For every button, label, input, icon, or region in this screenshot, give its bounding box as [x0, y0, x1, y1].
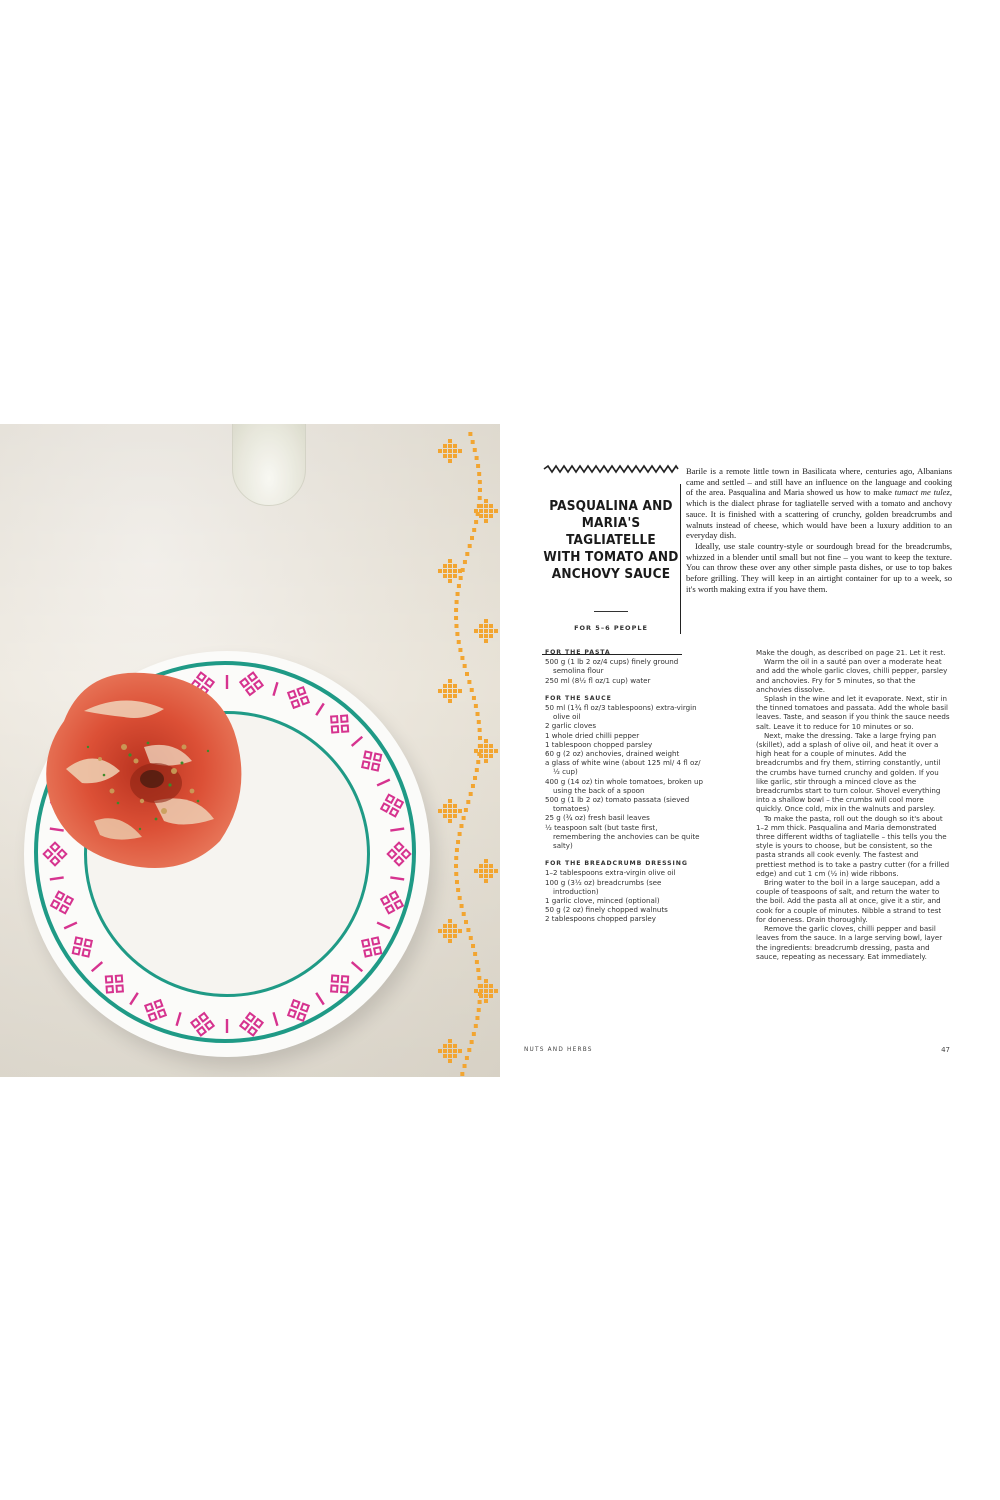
ingredient-item: 100 g (3½ oz) breadcrumbs (see introduction)	[545, 877, 662, 896]
embroidery-flower	[438, 1039, 462, 1063]
embroidery-stitch	[462, 912, 466, 916]
method-step: Warm the oil in a sauté pan over a moderate heat and add the whole garlic cloves, chilli pepper, parsley and anchovies. Fry for 5 minutes, so that the anchovies dissolve.	[756, 657, 948, 694]
plate-motif	[362, 751, 381, 770]
embroidery-stitch	[472, 528, 476, 532]
embroidery-stitch	[454, 608, 458, 612]
embroidery-stitch	[462, 816, 466, 820]
embroidery-stitch	[457, 584, 461, 588]
embroidery-stitch	[455, 848, 459, 852]
embroidery-stitch	[473, 952, 477, 956]
plate-motif-stem	[390, 829, 404, 831]
embroidery-flower	[474, 859, 498, 883]
plate-motif-stem	[92, 962, 103, 971]
embroidery-stitch	[465, 1056, 469, 1060]
embroidery-flower	[438, 559, 462, 583]
embroidery-stitch	[456, 888, 460, 892]
plate-motif-stem	[273, 682, 277, 695]
embroidery-stitch	[464, 920, 468, 924]
embroidery-stitch	[471, 440, 475, 444]
recipe-title-line: ANCHOVY SAUCE	[551, 566, 671, 582]
embroidery-stitch	[471, 944, 475, 948]
zigzag-ornament	[542, 464, 680, 474]
recipe-title-line: WITH TOMATO AND	[543, 549, 679, 565]
embroidery-stitch	[473, 448, 477, 452]
method-step: Splash in the wine and let it evaporate. Next, stir in the tinned tomatoes and passata. Add the whole basil leaves. Taste, and season if you think the sauce needs salt. Leave it to reduce for 10 minutes or so.	[756, 694, 950, 731]
embroidery-stitch	[477, 720, 481, 724]
recipe-page	[500, 424, 1000, 1077]
embroidery-flower	[474, 619, 498, 643]
embroidery-stitch	[477, 1008, 481, 1012]
plate-motif	[240, 1013, 262, 1035]
embroidery-stitch	[478, 488, 482, 492]
embroidery-flower	[438, 439, 462, 463]
plate-motif	[331, 975, 348, 992]
plate-motif	[288, 687, 309, 708]
embroidery-stitch	[458, 896, 462, 900]
ingredient-item: 1–2 tablespoons extra-virgin olive oil	[545, 868, 676, 878]
plate	[24, 651, 430, 1057]
embroidery-stitch	[467, 680, 471, 684]
embroidery-stitch	[473, 776, 477, 780]
serves-label: FOR 5–6 PEOPLE	[574, 624, 648, 632]
embroidery-stitch	[476, 760, 480, 764]
embroidery-stitch	[460, 904, 464, 908]
method-step: To make the pasta, roll out the dough so it's about 1–2 mm thick. Pasqualina and Maria demonstrated three different widths of tagliatelle – this tells you the style is yours to choose, but be consistent, so the pasta strands all cook evenly. The fastest and prettiest method is to take a pastry cutter (for a frilled edge) and cut 1 cm (½ in) wide ribbons.	[756, 813, 950, 878]
ingredients-heading: FOR THE BREADCRUMB DRESSING	[545, 860, 688, 868]
embroidery-stitch	[455, 880, 459, 884]
embroidery-stitch	[456, 840, 460, 844]
embroidery-stitch	[472, 696, 476, 700]
embroidery-stitch	[478, 736, 482, 740]
plate-motif-stem	[177, 1012, 181, 1025]
intro-paragraph: Barile is a remote little town in Basilicata where, centuries ago, Albanians came and settled – and still have an influence on the language and cooking of the area. Pasqualina and Maria showed us how to make tumact me tulez, which is the dialect phrase for tagliatelle served with a tomato and anchovy sauce. It is finished with a scattering of crunchy, golden breadcrumbs and walnuts instead of cheese, which would have been a luxury addition to an everyday dish.	[686, 466, 952, 541]
method-step: Remove the garlic cloves, chilli pepper and basil leaves from the sauce. In a large serving bowl, layer the ingredients: breadcrumb dressing, pasta and sauce, repeating as necessary. Eat immediately.	[756, 924, 943, 961]
ingredients-list	[545, 648, 705, 924]
plate-motif	[331, 715, 348, 732]
running-footer-section: NUTS AND HERBS	[524, 1047, 593, 1053]
ingredient-item: 1 garlic clove, minced (optional)	[545, 896, 660, 906]
embroidery-stitch	[455, 600, 459, 604]
plate-motif	[381, 795, 403, 817]
plate-motif	[51, 892, 73, 914]
ingredient-item: 25 g (¾ oz) fresh basil leaves	[545, 813, 650, 823]
ingredient-item: ½ teaspoon salt (but taste first, remembering the anchovies can be quite salty)	[545, 822, 700, 851]
embroidery-stitch	[459, 824, 463, 828]
ingredient-item: 50 ml (1¾ fl oz/3 tablespoons) extra-virgin olive oil	[545, 703, 697, 722]
embroidery-stitch	[454, 872, 458, 876]
plate-motif-stem	[377, 780, 390, 786]
embroidery-stitch	[469, 792, 473, 796]
page-number: 47	[941, 1046, 950, 1054]
embroidery-flower	[438, 679, 462, 703]
embroidery-stitch	[458, 832, 462, 836]
embroidery-flower	[474, 499, 498, 523]
embroidery-stitch	[477, 472, 481, 476]
embroidery-stitch	[468, 544, 472, 548]
plate-motif-stem	[390, 877, 404, 879]
plate-motif	[362, 937, 381, 956]
embroidery-stitch	[456, 592, 460, 596]
embroidery-stitch	[464, 808, 468, 812]
dialect-phrase: tumact me tulez	[894, 487, 950, 498]
embroidery-stitch	[474, 1024, 478, 1028]
embroidery-stitch	[465, 552, 469, 556]
book-spread	[0, 424, 1000, 1077]
embroidery-stitch	[478, 1000, 482, 1004]
plate-motif	[73, 937, 92, 956]
plate-motif	[381, 892, 403, 914]
embroidery-stitch	[475, 456, 479, 460]
ingredient-item: a glass of white wine (about 125 ml/ 4 fl oz/½ cup)	[545, 758, 701, 777]
plate-motif	[388, 843, 411, 866]
plate-motif-stem	[377, 923, 390, 929]
ingredient-item: 500 g (1 lb 2 oz) tomato passata (sieved tomatoes)	[545, 795, 690, 814]
pasta-dish	[24, 651, 256, 883]
embroidery-stitch	[470, 536, 474, 540]
title-frame-vertical	[680, 484, 681, 634]
embroidery-stitch	[467, 1048, 471, 1052]
wine-glass	[232, 424, 306, 506]
embroidery-flower	[474, 979, 498, 1003]
recipe-title-line: PASQUALINA AND	[549, 498, 673, 514]
embroidery-stitch	[457, 640, 461, 644]
embroidery-stitch	[476, 712, 480, 716]
ingredient-item: 50 g (2 oz) finely chopped walnuts	[545, 905, 668, 915]
embroidery-stitch	[455, 632, 459, 636]
embroidery-stitch	[478, 728, 482, 732]
plate-motif-stem	[316, 993, 324, 1005]
embroidery-stitch	[475, 1016, 479, 1020]
embroidery-stitch	[476, 464, 480, 468]
recipe-intro	[686, 466, 952, 594]
ingredients-heading: FOR THE SAUCE	[545, 694, 612, 702]
intro-paragraph: Ideally, use stale country-style or sourdough bread for the breadcrumbs, whizzed in a blender until small but not fine – you want to keep the texture. You can throw these over any other simple pasta dishes, or use to top bakes before grilling. They will keep in an airtight container for up to a week, so it's worth making extra if you have them.	[686, 540, 952, 594]
plate-motif-stem	[64, 923, 77, 929]
embroidery-stitch	[468, 432, 472, 436]
embroidery-border	[432, 424, 500, 1077]
embroidery-stitch	[460, 656, 464, 660]
recipe-title-block	[542, 464, 680, 632]
ingredients-heading: FOR THE PASTA	[545, 649, 611, 656]
embroidery-flower	[438, 919, 462, 943]
plate-motif	[191, 1013, 213, 1035]
embroidery-stitch	[466, 800, 470, 804]
embroidery-flower	[438, 799, 462, 823]
plate-motif-stem	[352, 737, 363, 746]
embroidery-stitch	[463, 1064, 467, 1068]
ingredient-item: 250 ml (8½ fl oz/1 cup) water	[545, 675, 651, 685]
embroidery-stitch	[478, 480, 482, 484]
embroidery-stitch	[476, 968, 480, 972]
plate-motif-stem	[316, 703, 324, 715]
method-step: Bring water to the boil in a large saucepan, add a couple of teaspoons of salt, and return the water to the boil. Add the pasta all at once, give it a stir, and cook for a couple of minutes. Nibble a strand to test for doneness. Drain thoroughly.	[756, 878, 942, 924]
plate-motif-stem	[352, 962, 363, 971]
embroidery-stitch	[454, 864, 458, 868]
plate-motif-stem	[130, 993, 138, 1005]
embroidery-stitch	[475, 768, 479, 772]
embroidery-stitch	[454, 616, 458, 620]
embroidery-stitch	[463, 560, 467, 564]
pasta-plate-photo	[0, 424, 500, 1077]
embroidery-stitch	[460, 1072, 464, 1076]
method-steps	[756, 648, 950, 961]
embroidery-stitch	[475, 960, 479, 964]
title-divider	[594, 611, 628, 612]
embroidery-stitch	[477, 976, 481, 980]
ingredient-item: 1 whole dried chilli pepper	[545, 730, 640, 740]
plate-motif-stem	[273, 1012, 277, 1025]
ingredient-item: 400 g (14 oz) tin whole tomatoes, broken up using the back of a spoon	[545, 776, 704, 795]
recipe-title	[542, 498, 680, 583]
embroidery-stitch	[478, 496, 482, 500]
embroidery-stitch	[470, 1040, 474, 1044]
ingredient-item: 500 g (1 lb 2 oz/4 cups) finely ground semolina flour	[545, 657, 679, 676]
ingredient-item: 60 g (2 oz) anchovies, drained weight	[545, 749, 680, 759]
embroidery-stitch	[458, 648, 462, 652]
embroidery-stitch	[474, 704, 478, 708]
plate-motif	[288, 1000, 309, 1021]
method-step: Next, make the dressing. Take a large frying pan (skillet), add a splash of olive oil, and heat it over a high heat for a couple of minutes. Add the breadcrumbs and fry them, stirring constantly, until the crumbs have turned crunchy and golden. If you like garlic, stir through a minced clove as the breadcrumbs start to turn colour. Shovel everything into a shallow bowl – the crumbs will cool more quickly. Once cold, mix in the walnuts and parsley.	[756, 730, 941, 814]
recipe-title-line: MARIA'S TAGLIATELLE	[566, 515, 656, 548]
embroidery-stitch	[469, 936, 473, 940]
embroidery-flower	[474, 739, 498, 763]
plate-motif	[145, 1000, 166, 1021]
embroidery-stitch	[471, 784, 475, 788]
plate-motif	[106, 975, 123, 992]
embroidery-stitch	[465, 672, 469, 676]
method-step: Make the dough, as described on page 21. Let it rest.	[756, 648, 946, 657]
embroidery-stitch	[459, 576, 463, 580]
ingredient-item: 2 tablespoons chopped parsley	[545, 914, 656, 924]
embroidery-stitch	[472, 1032, 476, 1036]
embroidery-stitch	[454, 856, 458, 860]
ingredient-item: 2 garlic cloves	[545, 721, 597, 731]
embroidery-stitch	[470, 688, 474, 692]
embroidery-stitch	[466, 928, 470, 932]
embroidery-stitch	[463, 664, 467, 668]
embroidery-stitch	[474, 520, 478, 524]
embroidery-stitch	[454, 624, 458, 628]
ingredient-item: 1 tablespoon chopped parsley	[545, 739, 653, 749]
